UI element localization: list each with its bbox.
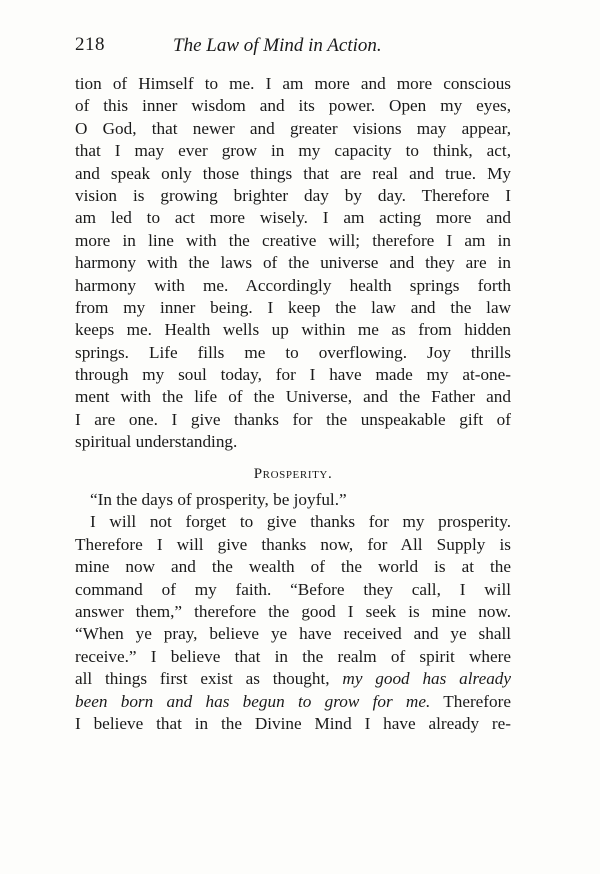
text-line-with-italic xyxy=(75,691,511,713)
text-line: I will not forget to give thanks for my prosperity. xyxy=(90,512,511,532)
text-segment: all things first exist as thought, xyxy=(75,669,330,689)
text-line: spiritual understanding. xyxy=(75,432,238,452)
text-line: receive.” I believe that in the realm of spirit where xyxy=(75,646,511,666)
body-text xyxy=(75,73,511,735)
text-line: more in line with the creative will; therefore I am in xyxy=(75,230,511,250)
text-line: mine now and the wealth of the world is at the xyxy=(75,557,511,577)
text-line: and speak only those things that are real and true. My xyxy=(75,163,511,183)
text-line: answer them,” therefore the good I seek is mine now. xyxy=(75,601,511,621)
section-heading: Prosperity. xyxy=(253,465,333,482)
text-line: I believe that in the Divine Mind I have already re- xyxy=(75,713,511,733)
text-line: keeps me. Health wells up within me as from hidden xyxy=(75,320,511,340)
text-line: harmony with the laws of the universe and they are in xyxy=(75,253,511,273)
text-line: through my soul today, for I have made my at-one- xyxy=(75,365,511,385)
epigraph-quote: “In the days of prosperity, be joyful.” xyxy=(90,490,347,510)
text-segment: Therefore xyxy=(443,691,511,711)
text-line: am led to act more wisely. I am acting more and xyxy=(75,208,511,228)
text-line: vision is growing brighter day by day. Therefore I xyxy=(75,185,511,205)
italic-phrase: my good has already xyxy=(342,669,512,689)
text-line: that I may ever grow in my capacity to think, act, xyxy=(75,141,511,161)
running-title: The Law of Mind in Action. xyxy=(173,35,382,56)
page-number: 218 xyxy=(75,34,105,55)
page-header xyxy=(75,34,515,64)
text-line: ment with the life of the Universe, and the Father and xyxy=(75,387,511,407)
text-line: command of my faith. “Before they call, I will xyxy=(75,579,511,599)
text-line: Therefore I will give thanks now, for All Supply is xyxy=(75,534,511,554)
section-body xyxy=(75,489,511,735)
text-line: “When ye pray, believe ye have received and ye shall xyxy=(75,624,511,644)
text-line-with-italic xyxy=(75,668,511,690)
text-line: of this inner wisdom and its power. Open my eyes, xyxy=(75,96,511,116)
paragraph-continuation xyxy=(75,73,511,454)
text-line: I are one. I give thanks for the unspeakable gift of xyxy=(75,409,511,429)
text-line: harmony with me. Accordingly health springs forth xyxy=(75,275,511,295)
text-line: springs. Life fills me to overflowing. Joy thrills xyxy=(75,342,511,362)
text-line: tion of Himself to me. I am more and more conscious xyxy=(75,74,511,93)
italic-phrase: been born and has begun to grow for me. xyxy=(75,691,431,711)
text-line: from my inner being. I keep the law and the law xyxy=(75,297,511,317)
text-line: O God, that newer and greater visions may appear, xyxy=(75,118,511,138)
